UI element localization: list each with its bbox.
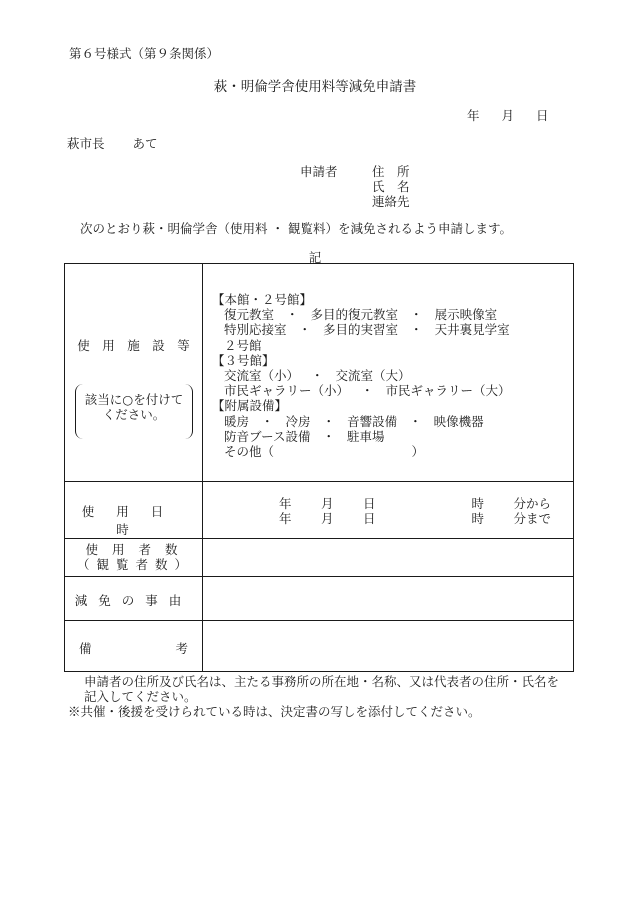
remarks-label: 備 考 (79, 641, 188, 656)
applicant-block (300, 164, 410, 209)
facility-group-heading: 【附属設備】 (212, 398, 288, 414)
facility-option[interactable]: 多目的実習室 (323, 322, 399, 338)
footnote-sponsorship: ※共催・後援を受けられている時は、決定書の写しを添付してください。 (68, 704, 481, 719)
users-label: 使用者数 （観覧者数） (76, 542, 194, 572)
form-number: 第６号様式（第９条関係） (69, 46, 220, 61)
datetime-to-suffix: 分まで (513, 511, 552, 526)
page-title: 萩・明倫学舎使用料等減免申請書 (213, 79, 417, 95)
footnote-address: 申請者の住所及び氏名は、主たる事務所の所在地・名称、又は代表者の住所・氏名を記入してください。 (84, 674, 560, 704)
applicant-contact-label: 連絡先 (372, 194, 410, 209)
facility-option[interactable]: 冷房 (285, 413, 311, 429)
facility-option[interactable]: 復元教室 (224, 307, 275, 323)
applicant-address-label: 住 所 (372, 164, 410, 179)
ki-heading: 記 (308, 250, 322, 265)
facility-option[interactable]: 市民ギャラリー（小） (224, 383, 350, 399)
date-day-label: 日 (536, 108, 549, 123)
addressee-suffix: あて (132, 136, 158, 151)
date-month-label: 月 (501, 108, 515, 123)
facility-option[interactable]: 暖房 (224, 413, 250, 429)
facility-option-line: 市民ギャラリー（小） ・ 市民ギャラリー（大） (224, 383, 511, 399)
datetime-label: 使用日時 (81, 504, 186, 537)
facility-option-line: 交流室（小） ・ 交流室（大） (224, 368, 411, 384)
facility-option[interactable]: 交流室（大） (335, 368, 411, 384)
facility-option-line: 暖房 ・ 冷房 ・ 音響設備 ・ 映像機器 (224, 413, 484, 429)
facility-option[interactable]: 交流室（小） (224, 368, 300, 384)
facility-option[interactable]: 多目的復元教室 (310, 307, 399, 323)
facility-option[interactable]: 音響設備 (347, 413, 398, 429)
facility-option-line (212, 338, 511, 353)
facility-group-heading: 【３号館】 (212, 352, 275, 368)
facility-option[interactable]: 防音ブース設備 (224, 428, 311, 444)
datetime-from-suffix: 分から (513, 496, 552, 511)
facility-label: 使 用 施 設 等 (77, 338, 190, 353)
application-date (467, 106, 549, 124)
facility-note-line2: ください。 (102, 407, 166, 422)
facility-note-line1: 該当に○を付けて (84, 392, 184, 407)
facility-option-line: 復元教室 ・ 多目的復元教室 ・ 展示映像室 (224, 307, 498, 323)
facility-option[interactable]: 天井裏見学室 (434, 322, 510, 338)
datetime-from-row: 年 月 日 時 分から (279, 496, 552, 511)
facility-options (212, 292, 511, 459)
request-statement: 次のとおり萩・明倫学舎（使用料 ・ 観覧料）を減免されるよう申請します。 (80, 221, 512, 236)
datetime-to-row: 年 月 日 時 分まで (279, 511, 552, 526)
facility-option[interactable]: 市民ギャラリー（大） (385, 383, 511, 399)
facility-option-line: 特別応接室 ・ 多目的実習室 ・ 天井裏見学室 (224, 322, 510, 338)
date-year-label: 年 (467, 108, 480, 123)
facility-option[interactable]: 特別応接室 (224, 322, 287, 338)
facility-option[interactable]: 駐車場 (347, 428, 385, 444)
datetime-fields (279, 496, 551, 526)
applicant-label: 申請者 (300, 164, 338, 179)
facility-option[interactable]: 映像機器 (433, 413, 484, 429)
facility-option-line (212, 444, 511, 459)
footnotes (68, 674, 568, 719)
addressee (67, 134, 158, 152)
addressee-name: 萩市長 (67, 136, 105, 151)
facility-option[interactable]: 展示映像室 (434, 307, 498, 323)
facility-option[interactable]: ２号館 (224, 337, 262, 353)
facility-option[interactable]: その他（ ） (224, 444, 425, 460)
application-table (64, 263, 574, 672)
facility-group-heading: 【本館・２号館】 (212, 292, 313, 307)
reason-label: 減免の事由 (74, 593, 193, 608)
facility-option-line: 防音ブース設備 ・ 駐車場 (224, 428, 385, 444)
applicant-name-label: 氏 名 (372, 179, 410, 194)
facility-note-bracket (75, 384, 193, 439)
